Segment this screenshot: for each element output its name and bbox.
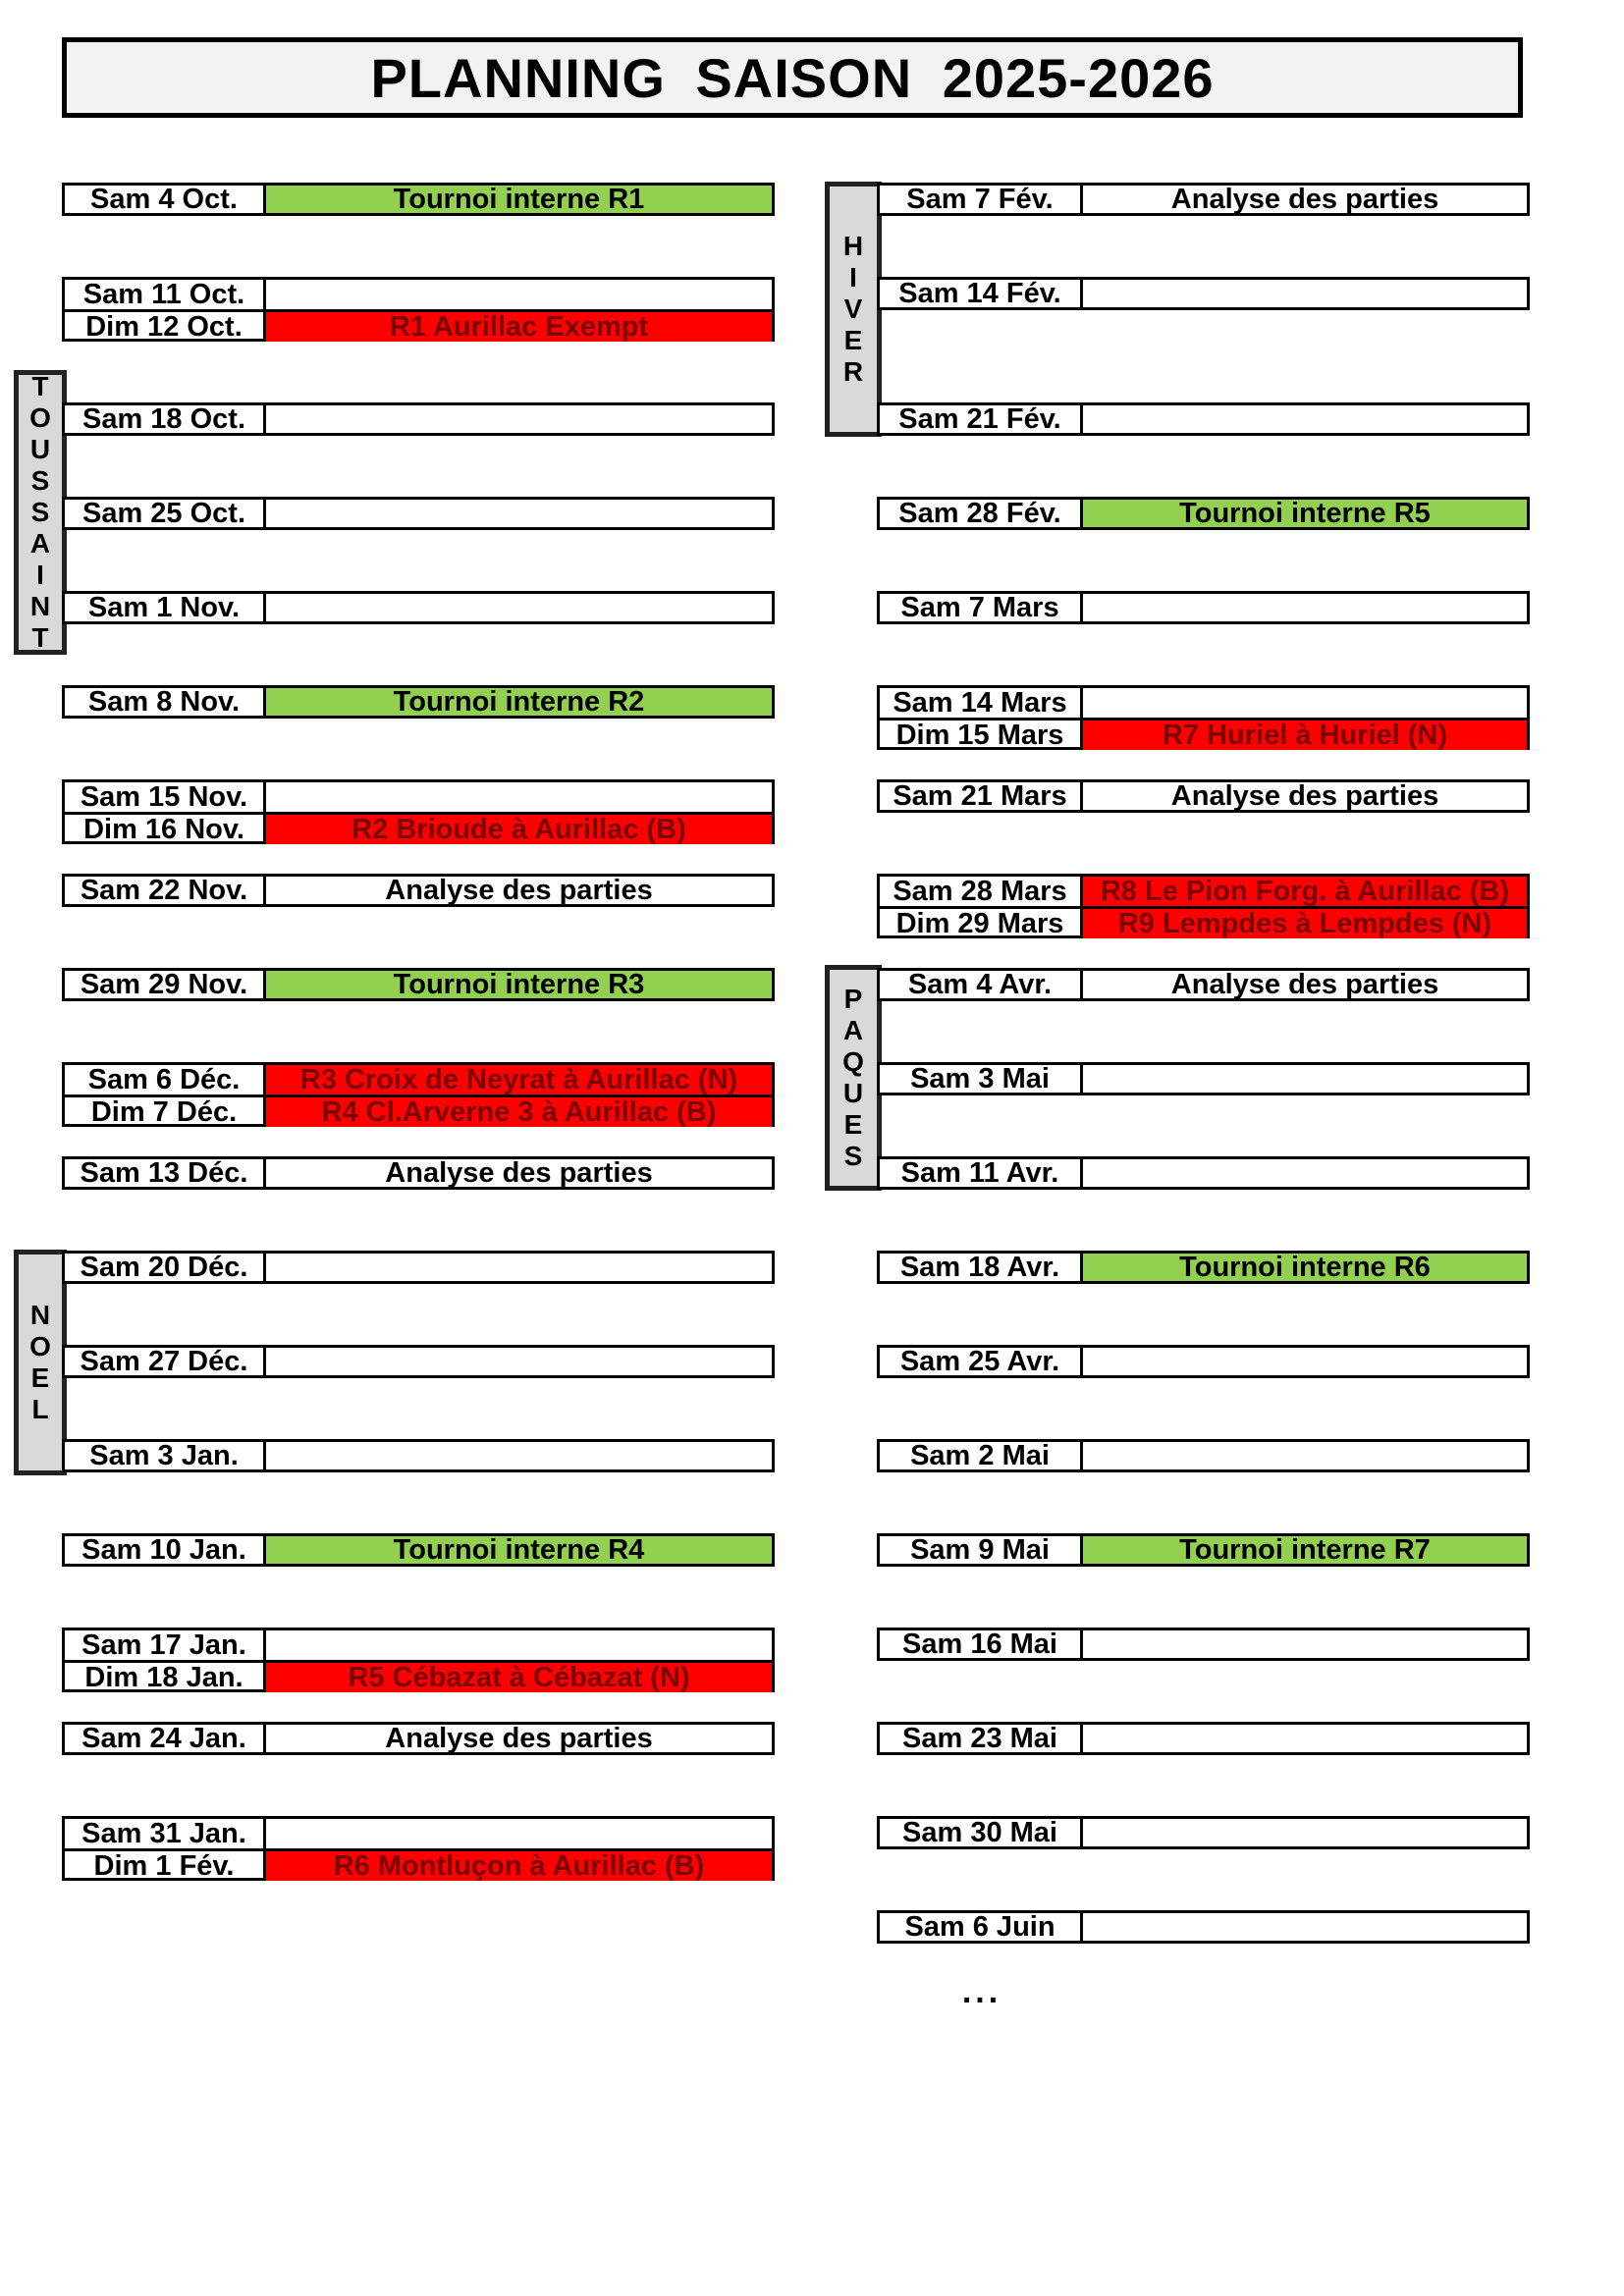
row-date: Sam 14 Mars xyxy=(880,688,1083,718)
row-date: Sam 30 Mai xyxy=(880,1819,1083,1846)
vacation-letter: O xyxy=(29,402,51,433)
vacation-letter: E xyxy=(843,325,863,355)
row-event: R7 Huriel à Huriel (N) xyxy=(1083,721,1527,750)
vacation-letter: H xyxy=(842,231,864,261)
schedule-row xyxy=(62,1156,775,1190)
vacation-toussaint xyxy=(14,370,67,655)
row-event xyxy=(1083,280,1527,307)
vacation-letter: E xyxy=(843,1109,863,1140)
row-event xyxy=(266,1254,772,1281)
row-date: Sam 24 Jan. xyxy=(65,1725,266,1752)
row-date: Sam 8 Nov. xyxy=(65,688,266,716)
row-event: Tournoi interne R6 xyxy=(1083,1254,1527,1281)
row-event xyxy=(266,405,772,433)
row-event xyxy=(266,500,772,527)
schedule-row xyxy=(877,497,1530,530)
vacation-letter: S xyxy=(30,465,50,496)
row-event: Tournoi interne R4 xyxy=(266,1536,772,1564)
row-date: Dim 29 Mars xyxy=(880,909,1083,938)
schedule-row xyxy=(877,1816,1530,1849)
row-event: Analyse des parties xyxy=(385,1725,653,1752)
row-event: Analyse des parties xyxy=(1170,782,1439,810)
schedule-row xyxy=(877,1062,1530,1095)
vacation-letter: O xyxy=(29,1331,51,1362)
schedule-row xyxy=(877,183,1530,216)
row-date: Sam 9 Mai xyxy=(880,1536,1083,1564)
vacation-letter: T xyxy=(31,371,49,401)
schedule-row xyxy=(62,1439,775,1472)
row-date: Sam 6 Déc. xyxy=(65,1065,266,1095)
row-date: Sam 31 Jan. xyxy=(65,1819,266,1848)
row-date: Sam 22 Nov. xyxy=(65,877,266,904)
row-date: Sam 11 Oct. xyxy=(65,280,266,309)
schedule-row xyxy=(877,1251,1530,1284)
row-date: Sam 14 Fév. xyxy=(880,280,1083,307)
row-date: Sam 18 Avr. xyxy=(880,1254,1083,1281)
row-date: Sam 3 Jan. xyxy=(65,1442,266,1469)
schedule-row xyxy=(877,1628,1530,1661)
schedule-row xyxy=(877,685,1530,750)
vacation-letter: S xyxy=(30,497,50,527)
row-event: R3 Croix de Neyrat à Aurillac (N) xyxy=(266,1065,772,1095)
schedule-row xyxy=(62,1251,775,1284)
schedule-row xyxy=(877,1439,1530,1472)
row-date: Sam 7 Mars xyxy=(880,594,1083,621)
vacation-paques xyxy=(825,965,882,1191)
row-event: Tournoi interne R1 xyxy=(266,186,772,213)
row-event xyxy=(1083,1725,1527,1752)
row-date: Dim 1 Fév. xyxy=(65,1851,266,1881)
vacation-letter: R xyxy=(842,356,864,387)
row-date: Sam 23 Mai xyxy=(880,1725,1083,1752)
row-event: Tournoi interne R2 xyxy=(266,688,772,716)
row-date: Sam 16 Mai xyxy=(880,1630,1083,1658)
schedule-row xyxy=(877,1156,1530,1190)
row-event: Analyse des parties xyxy=(1170,971,1439,998)
row-date: Sam 25 Oct. xyxy=(65,500,266,527)
row-date: Sam 29 Nov. xyxy=(65,971,266,998)
row-event xyxy=(1083,1348,1527,1375)
row-event xyxy=(266,782,772,812)
row-date: Sam 4 Oct. xyxy=(65,186,266,213)
row-event xyxy=(266,1442,772,1469)
vacation-noel xyxy=(14,1250,67,1475)
schedule-row xyxy=(877,591,1530,624)
vacation-letter: T xyxy=(31,622,49,653)
row-event xyxy=(1083,1065,1527,1093)
row-event xyxy=(1083,594,1527,621)
vacation-letter: U xyxy=(842,1078,864,1108)
row-date: Sam 20 Déc. xyxy=(65,1254,266,1281)
row-event xyxy=(266,1819,772,1848)
row-event: R8 Le Pion Forg. à Aurillac (B) xyxy=(1083,877,1527,906)
row-date: Sam 28 Fév. xyxy=(880,500,1083,527)
row-event xyxy=(266,594,772,621)
row-date: Sam 21 Fév. xyxy=(880,405,1083,433)
row-date: Sam 7 Fév. xyxy=(880,186,1083,213)
schedule-row xyxy=(62,1533,775,1567)
schedule-row xyxy=(62,1816,775,1881)
row-event: R2 Brioude à Aurillac (B) xyxy=(266,815,772,844)
schedule-row xyxy=(877,402,1530,436)
row-event: Analyse des parties xyxy=(385,1159,653,1187)
vacation-letter: P xyxy=(843,984,863,1014)
row-date: Dim 18 Jan. xyxy=(65,1663,266,1692)
vacation-letter: L xyxy=(31,1394,49,1424)
row-date: Sam 13 Déc. xyxy=(65,1159,266,1187)
page-title: PLANNING SAISON 2025-2026 xyxy=(62,37,1523,118)
row-event xyxy=(1083,1819,1527,1846)
row-date: Sam 18 Oct. xyxy=(65,405,266,433)
row-event: Tournoi interne R7 xyxy=(1083,1536,1527,1564)
schedule-row xyxy=(877,874,1530,938)
row-date: Dim 16 Nov. xyxy=(65,815,266,844)
schedule-row xyxy=(877,277,1530,310)
row-event: R4 Cl.Arverne 3 à Aurillac (B) xyxy=(266,1097,772,1127)
row-event xyxy=(266,1348,772,1375)
row-date: Sam 6 Juin xyxy=(880,1913,1083,1941)
row-event: Analyse des parties xyxy=(385,877,653,904)
row-event xyxy=(1083,405,1527,433)
schedule-row xyxy=(62,1062,775,1127)
row-date: Sam 1 Nov. xyxy=(65,594,266,621)
row-event: R6 Montluçon à Aurillac (B) xyxy=(266,1851,772,1881)
row-event xyxy=(1083,688,1527,718)
schedule-row xyxy=(877,1910,1530,1944)
row-date: Sam 25 Avr. xyxy=(880,1348,1083,1375)
schedule-row xyxy=(877,779,1530,813)
row-date: Sam 3 Mai xyxy=(880,1065,1083,1093)
row-event xyxy=(1083,1913,1527,1941)
vacation-letter: Q xyxy=(842,1046,864,1077)
schedule-row xyxy=(877,1345,1530,1378)
row-event xyxy=(1083,1442,1527,1469)
row-date: Sam 2 Mai xyxy=(880,1442,1083,1469)
row-date: Dim 15 Mars xyxy=(880,721,1083,750)
schedule-row xyxy=(62,591,775,624)
vacation-hiver xyxy=(825,182,882,437)
vacation-letter: U xyxy=(29,434,51,464)
schedule-row xyxy=(62,685,775,719)
row-event xyxy=(1083,1159,1527,1187)
row-event: Tournoi interne R3 xyxy=(266,971,772,998)
row-date: Dim 7 Déc. xyxy=(65,1097,266,1127)
schedule-row xyxy=(62,183,775,216)
row-date: Sam 4 Avr. xyxy=(880,971,1083,998)
vacation-letter: N xyxy=(29,591,51,621)
schedule-row xyxy=(62,874,775,907)
schedule-row xyxy=(62,779,775,844)
schedule-row xyxy=(877,1533,1530,1567)
vacation-letter: E xyxy=(30,1362,50,1393)
continuation-ellipsis: ... xyxy=(961,1973,1002,2010)
row-event xyxy=(266,280,772,309)
row-event: R5 Cébazat à Cébazat (N) xyxy=(266,1663,772,1692)
row-event xyxy=(1083,1630,1527,1658)
row-date: Sam 10 Jan. xyxy=(65,1536,266,1564)
row-date: Sam 27 Déc. xyxy=(65,1348,266,1375)
row-event xyxy=(266,1630,772,1660)
vacation-letter: S xyxy=(843,1141,863,1171)
row-date: Sam 11 Avr. xyxy=(880,1159,1083,1187)
vacation-letter: N xyxy=(29,1300,51,1330)
schedule-row xyxy=(62,497,775,530)
schedule-row xyxy=(877,1722,1530,1755)
row-event: Analyse des parties xyxy=(1170,186,1439,213)
row-date: Sam 17 Jan. xyxy=(65,1630,266,1660)
schedule-row xyxy=(62,1345,775,1378)
row-event: R1 Aurillac Exempt xyxy=(266,312,772,342)
row-event: R9 Lempdes à Lempdes (N) xyxy=(1083,909,1527,938)
schedule-row xyxy=(62,402,775,436)
schedule-row xyxy=(62,277,775,342)
vacation-letter: I xyxy=(36,560,44,590)
schedule-row xyxy=(62,1722,775,1755)
row-date: Sam 15 Nov. xyxy=(65,782,266,812)
row-date: Sam 28 Mars xyxy=(880,877,1083,906)
vacation-letter: A xyxy=(842,1015,864,1045)
row-date: Sam 21 Mars xyxy=(880,782,1083,810)
row-event: Tournoi interne R5 xyxy=(1083,500,1527,527)
vacation-letter: I xyxy=(849,262,857,293)
schedule-row xyxy=(62,968,775,1001)
vacation-letter: V xyxy=(843,294,863,324)
row-date: Dim 12 Oct. xyxy=(65,312,266,342)
schedule-row xyxy=(62,1628,775,1692)
vacation-letter: A xyxy=(29,528,51,559)
schedule-row xyxy=(877,968,1530,1001)
